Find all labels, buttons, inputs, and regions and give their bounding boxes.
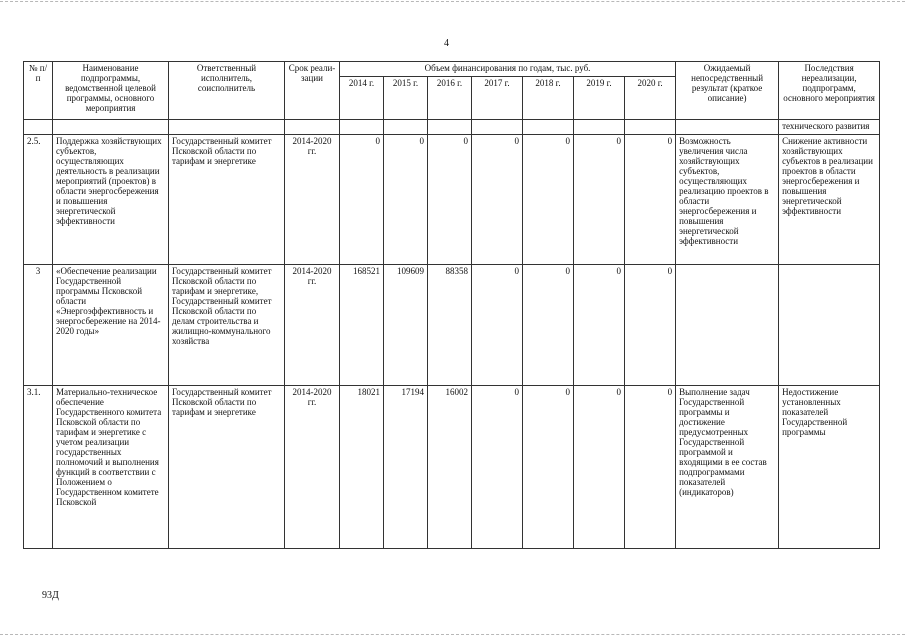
scan-edge-top xyxy=(0,1,905,2)
row-value-2020: 0 xyxy=(625,135,676,265)
header-expected: Ожидаемый непосредственный результат (краткое описание) xyxy=(676,62,779,120)
year-header: 2014 г. xyxy=(340,77,384,120)
row-value-2019: 0 xyxy=(574,135,625,265)
row-name: Поддержка хозяйствующих субъектов, осуществляющих деятельность в реализации мероприятий (проектов) в области энергосбережения и повышения энергетической эффективности xyxy=(53,135,169,265)
row-num: 3.1. xyxy=(24,386,53,549)
row-value-2014: 18021 xyxy=(340,386,384,549)
table-row xyxy=(24,265,880,386)
row-value-2015: 109609 xyxy=(384,265,428,386)
header-row-1 xyxy=(24,62,880,77)
row-value-2014: 168521 xyxy=(340,265,384,386)
row-expected xyxy=(676,265,779,386)
row-value-2020: 0 xyxy=(625,265,676,386)
row-value-2016: 16002 xyxy=(428,386,472,549)
year-header: 2018 г. xyxy=(523,77,574,120)
row-consequences: Недостижение установленных показателей Государственной программы xyxy=(779,386,880,549)
row-value-2019: 0 xyxy=(574,265,625,386)
row-consequences xyxy=(779,265,880,386)
row-name: Материально-техническое обеспечение Государственного комитета Псковской области по тарифам и энергетике с учетом реализации государственных полномочий и выполнения функций в соответствии с Положением о Государственном комитете Псковской xyxy=(53,386,169,549)
year-header: 2017 г. xyxy=(472,77,523,120)
continuation-consequences: технического развития xyxy=(779,120,880,135)
table-row xyxy=(24,135,880,265)
table-row xyxy=(24,386,880,549)
row-value-2017: 0 xyxy=(472,135,523,265)
year-header: 2020 г. xyxy=(625,77,676,120)
year-header: 2016 г. xyxy=(428,77,472,120)
row-num: 2.5. xyxy=(24,135,53,265)
page-number: 4 xyxy=(444,38,449,49)
funding-table xyxy=(23,61,880,549)
row-value-2016: 0 xyxy=(428,135,472,265)
year-header: 2019 г. xyxy=(574,77,625,120)
row-expected: Выполнение задач Государственной программы и достижение предусмотренных Государственной программой и входящими в ее состав подпрограммами показателей (индикаторов) xyxy=(676,386,779,549)
row-responsible: Государственный комитет Псковской области по тарифам и энергетике, Государственный комитет Псковской области по делам строительства и жилищно-коммунального хозяйства xyxy=(169,265,285,386)
row-value-2018: 0 xyxy=(523,135,574,265)
row-value-2015: 17194 xyxy=(384,386,428,549)
row-value-2018: 0 xyxy=(523,386,574,549)
header-funding: Объем финансирования по годам, тыс. руб. xyxy=(340,62,676,77)
header-num: № п/п xyxy=(24,62,53,120)
header-name: Наименование подпрограммы, ведомственной целевой программы, основного мероприятия xyxy=(53,62,169,120)
row-expected: Возможность увеличения числа хозяйствующих субъектов, осуществляющих реализацию проектов в области энергосбережения и повышения энергетической эффективности xyxy=(676,135,779,265)
row-num: 3 xyxy=(24,265,53,386)
footer-code: 93Д xyxy=(42,590,59,601)
row-value-2017: 0 xyxy=(472,265,523,386)
row-value-2020: 0 xyxy=(625,386,676,549)
row-responsible: Государственный комитет Псковской области по тарифам и энергетике xyxy=(169,135,285,265)
continuation-row xyxy=(24,120,880,135)
row-term: 2014-2020 гг. xyxy=(285,265,340,386)
row-term: 2014-2020 гг. xyxy=(285,135,340,265)
row-name: «Обеспечение реализации Государственной программы Псковской области «Энергоэффективность и энергосбережение на 2014-2020 годы» xyxy=(53,265,169,386)
row-value-2018: 0 xyxy=(523,265,574,386)
header-consequences: Последствия нереализации, подпрограмм, основного мероприятия xyxy=(779,62,880,120)
row-value-2017: 0 xyxy=(472,386,523,549)
row-value-2015: 0 xyxy=(384,135,428,265)
row-responsible: Государственный комитет Псковской области по тарифам и энергетике xyxy=(169,386,285,549)
header-term: Срок реали- зации xyxy=(285,62,340,120)
row-consequences: Снижение активности хозяйствующих субъектов в реализации проектов в области энергосбережения и повышения энергетической эффективности xyxy=(779,135,880,265)
header-responsible: Ответственный исполнитель, соисполнитель xyxy=(169,62,285,120)
year-header: 2015 г. xyxy=(384,77,428,120)
row-value-2014: 0 xyxy=(340,135,384,265)
row-value-2016: 88358 xyxy=(428,265,472,386)
scan-edge-bottom xyxy=(0,634,905,635)
row-value-2019: 0 xyxy=(574,386,625,549)
row-term: 2014-2020 гг. xyxy=(285,386,340,549)
